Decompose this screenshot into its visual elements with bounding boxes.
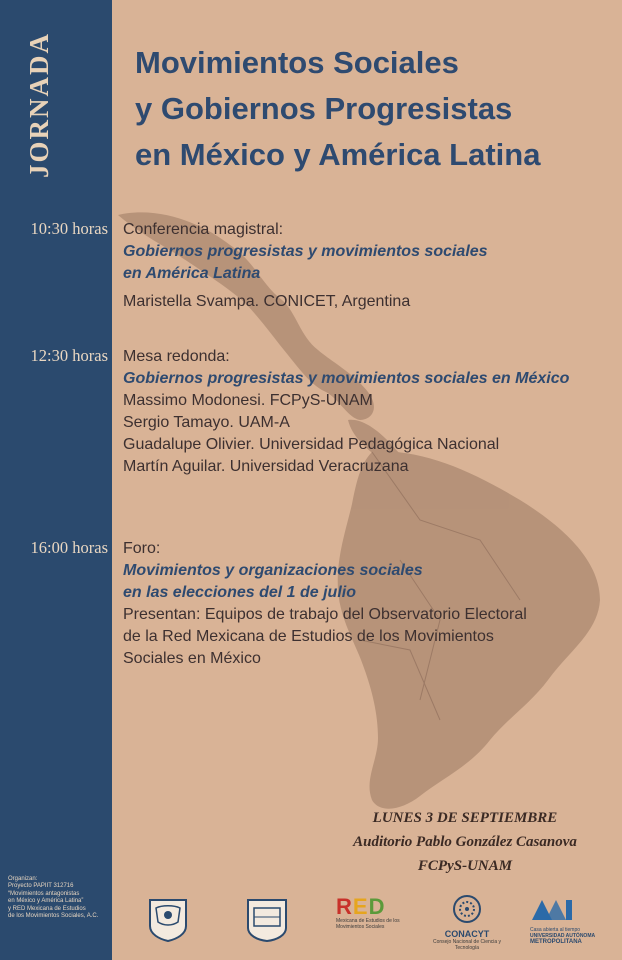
uam-emblem [530, 896, 574, 922]
jornada-label: JORNADA [24, 32, 54, 178]
fcpys-logo [244, 896, 290, 947]
conacyt-caption: Consejo Nacional de Ciencia y Tecnología [432, 939, 502, 951]
conacyt-emblem [452, 894, 482, 924]
title-line-3: en México y América Latina [135, 137, 541, 172]
uam-caption-2: UNIVERSIDAD AUTÓNOMA [530, 933, 596, 939]
event-date: LUNES 3 DE SEPTIEMBRE [372, 810, 558, 826]
uam-logo [530, 896, 610, 946]
organizers-note: Organizan: Proyecto PAPIIT 312716 “Movimientos antagonistas en México y América Latina” y RED Mexicana de Estudios de los Movimientos Sociales, A.C. [8, 876, 99, 920]
session-1-topic-line-1: Gobiernos progresistas y movimientos sociales [123, 243, 488, 260]
uam-caption-3: METROPOLITANA [530, 939, 582, 945]
session-3-time: 16:00 horas [30, 538, 108, 557]
event-info [340, 806, 590, 878]
poster-title [135, 40, 540, 178]
conacyt-name: CONACYT [444, 929, 490, 939]
session-2-speaker-4: Martín Aguilar. Universidad Veracruzana [123, 458, 409, 475]
session-2-speaker-1: Massimo Modonesi. FCPyS-UNAM [123, 392, 373, 409]
session-1-speaker: Maristella Svampa. CONICET, Argentina [123, 293, 411, 310]
session-2-time: 12:30 horas [30, 346, 108, 365]
session-2-speaker-3: Guadalupe Olivier. Universidad Pedagógica Nacional [123, 436, 500, 453]
session-3-presenters-line-1: Presentan: Equipos de trabajo del Observatorio Electoral [123, 606, 527, 623]
session-3-topic-line-2: en las elecciones del 1 de julio [123, 584, 356, 601]
unam-logo [147, 896, 189, 947]
session-3-topic-line-1: Movimientos y organizaciones sociales [123, 562, 423, 579]
red-caption: Mexicana de Estudios de los Movimientos Sociales [336, 918, 400, 930]
session-3-kind: Foro: [123, 540, 161, 557]
title-line-2: y Gobiernos Progresistas [135, 91, 513, 126]
event-venue: Auditorio Pablo González Casanova [353, 834, 577, 850]
event-place: FCPyS-UNAM [417, 858, 513, 874]
conacyt-logo [432, 894, 502, 951]
red-logo: RED Mexicana de Estudios de los Movimientos Sociales [336, 896, 406, 930]
uam-caption-1: Casa abierta al tiempo [530, 927, 581, 933]
session-2-speaker-2: Sergio Tamayo. UAM-A [123, 414, 290, 431]
title-line-1: Movimientos Sociales [135, 45, 459, 80]
session-1-kind: Conferencia magistral: [123, 221, 284, 238]
session-2-topic-line-1: Gobiernos progresistas y movimientos sociales en México [123, 370, 570, 387]
session-3 [123, 538, 527, 670]
session-2 [123, 346, 569, 478]
session-3-presenters-line-2: de la Red Mexicana de Estudios de los Movimientos [123, 628, 494, 645]
session-1-topic-line-2: en América Latina [123, 265, 261, 282]
session-1 [123, 219, 488, 313]
session-3-presenters-line-3: Sociales en México [123, 650, 261, 667]
session-2-kind: Mesa redonda: [123, 348, 230, 365]
session-1-time: 10:30 horas [30, 219, 108, 238]
sidebar-band [0, 0, 112, 960]
